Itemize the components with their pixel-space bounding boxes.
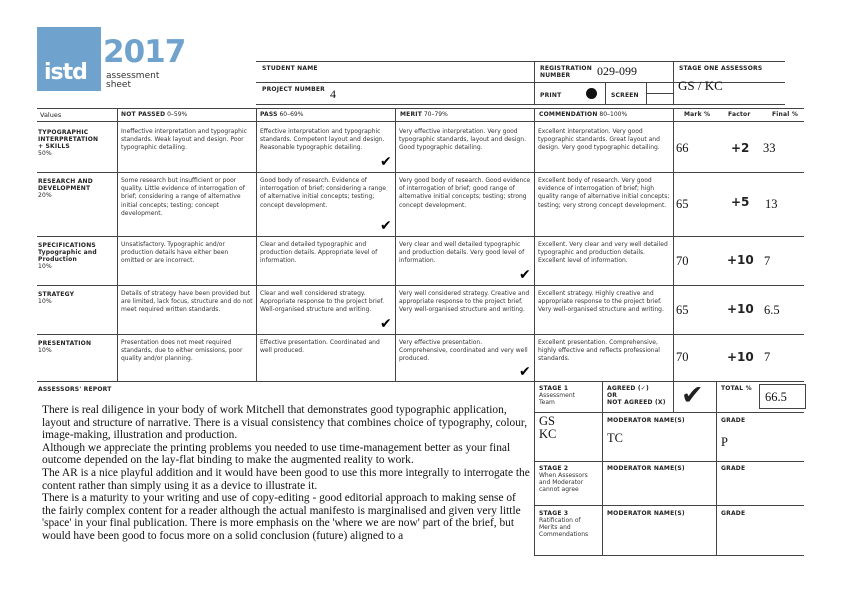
row-2-merit: Very good body of research. Good evidence of interrogation of brief; good range of alternative initial concepts; testing; strong concept development. bbox=[399, 177, 531, 209]
col-pass-label: PASS bbox=[260, 111, 278, 118]
row-sep-1 bbox=[37, 172, 804, 173]
header-divider-5 bbox=[646, 93, 673, 94]
row-sep-3 bbox=[37, 285, 804, 286]
table-vline-2 bbox=[256, 108, 257, 381]
row-4-mark: 65 bbox=[676, 303, 689, 317]
project-number-value: 4 bbox=[330, 87, 336, 101]
row-2-name bbox=[38, 178, 93, 199]
row-2-name-line1: RESEARCH AND bbox=[38, 178, 93, 185]
col-values: Values bbox=[40, 111, 62, 119]
assessors-report-text bbox=[42, 404, 532, 543]
row-1-merit: Very effective interpretation. Very good typographic standards, layout and design. Good typographic detailing. bbox=[399, 128, 527, 152]
grade-label-2: GRADE bbox=[721, 465, 746, 472]
not-agreed-label: NOT AGREED (X) bbox=[607, 399, 666, 406]
row-3-tick-merit: ✔ bbox=[519, 267, 531, 283]
row-1-pass: Effective interpretation and typographic standards. Competent layout and design. Reasonable typographic detailing. bbox=[260, 128, 385, 152]
row-1-tick-pass: ✔ bbox=[380, 154, 392, 170]
assessors-report-label: ASSESSORS' REPORT bbox=[38, 386, 112, 393]
table-vline-4 bbox=[534, 108, 535, 381]
stages-line-3 bbox=[534, 505, 804, 506]
row-2-not-passed: Some research but insufficient or poor quality. Little evidence of interrogation of brief; considering a range of alternative initial concepts; testing; concept development. bbox=[121, 177, 245, 217]
column-header-bottom-line bbox=[37, 121, 804, 122]
registration-label-line2: NUMBER bbox=[540, 72, 571, 79]
row-3-final: 7 bbox=[764, 254, 771, 268]
row-2-mark: 65 bbox=[676, 197, 689, 211]
row-1-factor: +2 bbox=[731, 141, 750, 155]
stage1-header bbox=[539, 385, 575, 406]
agreed-label: AGREED (✓) bbox=[607, 385, 649, 392]
row-4-tick-pass: ✔ bbox=[380, 316, 392, 332]
row-3-pass: Clear and detailed typographic and production details. Appropriate level of information. bbox=[260, 241, 378, 265]
row-4-merit: Very well considered strategy. Creative and appropriate response to the project brief. Very well-organised structure and writing. bbox=[399, 290, 530, 314]
logo-year: 2017 bbox=[103, 34, 186, 70]
report-paragraph-1: There is real diligence in your body of work Mitchell that demonstrates good typographic application, layout and structure of narrative. There is a visual consistency that combines choice of typography, colour, image-making, illustration and production. bbox=[42, 404, 528, 442]
registration-label bbox=[540, 65, 592, 79]
agreed-tick: ✔ bbox=[681, 380, 704, 411]
header-divider-2 bbox=[673, 61, 674, 104]
col-merit-range: 70–79% bbox=[423, 111, 448, 118]
row-3-commendation: Excellent. Very clear and very well detailed typographic and production details. Excellent level of information. bbox=[538, 241, 668, 265]
registration-label-line1: REGISTRATION bbox=[540, 65, 592, 72]
col-commendation-label: COMMENDATION bbox=[539, 111, 598, 118]
row-5-merit: Very effective presentation. Comprehensive, coordinated and very well produced. bbox=[399, 339, 528, 363]
stage1-sub2: Team bbox=[539, 399, 555, 406]
row-2-final: 13 bbox=[765, 197, 778, 211]
row-5-tick-merit: ✔ bbox=[519, 364, 531, 380]
stage2-sub3: cannot agree bbox=[539, 486, 579, 493]
col-mark: Mark % bbox=[684, 111, 711, 118]
stage1-assessors bbox=[539, 415, 556, 441]
grade-label-3: GRADE bbox=[721, 510, 746, 517]
logo-subtitle-line2: sheet bbox=[106, 80, 131, 90]
row-4-name bbox=[38, 291, 74, 305]
row-2-tick-pass: ✔ bbox=[380, 218, 392, 234]
stages-divider-2 bbox=[716, 412, 717, 555]
col-factor: Factor bbox=[728, 111, 751, 118]
col-not-passed-range: 0–59% bbox=[167, 111, 188, 118]
col-pass-range: 60–69% bbox=[279, 111, 304, 118]
table-vline-3 bbox=[395, 108, 396, 381]
screen-label: SCREEN bbox=[611, 92, 639, 99]
row-3-factor: +10 bbox=[727, 253, 754, 267]
row-4-weight: 10% bbox=[38, 298, 52, 305]
stage3-sub3: Commendations bbox=[539, 531, 589, 538]
logo-subtitle bbox=[106, 72, 159, 90]
stage1-assessor-2: KC bbox=[539, 427, 557, 441]
col-not-passed bbox=[121, 111, 187, 118]
header-divider-3 bbox=[605, 82, 606, 104]
stages-line-2 bbox=[534, 461, 804, 462]
col-not-passed-label: NOT PASSED bbox=[121, 111, 166, 118]
row-1-weight: 50% bbox=[38, 150, 52, 157]
logo-subtitle-line1: assessment bbox=[106, 71, 160, 81]
row-3-name bbox=[38, 242, 97, 270]
stage3-title: STAGE 3 bbox=[539, 510, 569, 517]
table-vline-5 bbox=[673, 108, 674, 381]
row-3-weight: 10% bbox=[38, 263, 52, 270]
row-5-commendation: Excellent presentation. Comprehensive, highly effective and reflects professional standards. bbox=[538, 339, 660, 363]
row-3-name-line1: SPECIFICATIONS bbox=[38, 242, 96, 249]
print-selected-dot bbox=[586, 88, 597, 99]
row-5-final: 7 bbox=[764, 350, 771, 364]
row-2-factor: +5 bbox=[731, 195, 750, 209]
row-5-pass: Effective presentation. Coordinated and well produced. bbox=[260, 339, 380, 355]
stage1-title: STAGE 1 bbox=[539, 385, 569, 392]
col-commendation-range: 80–100% bbox=[599, 111, 628, 118]
row-3-name-line2: Typographic and bbox=[38, 249, 97, 256]
stages-line-1 bbox=[534, 412, 804, 413]
total-value: 66.5 bbox=[765, 390, 787, 404]
row-1-not-passed: Ineffective interpretation and typographic standards. Weak layout and design. Poor typographic detailing. bbox=[121, 128, 247, 152]
stages-divider-3 bbox=[673, 381, 674, 412]
row-4-not-passed: Details of strategy have been provided but are limited, lack focus, structure and do not meet required written standards. bbox=[121, 290, 253, 314]
stage-one-assessors-value: GS / KC bbox=[678, 78, 723, 93]
header-divider-1 bbox=[534, 61, 535, 104]
row-5-weight: 10% bbox=[38, 347, 52, 354]
report-paragraph-2: Although we appreciate the printing problems you needed to use time-management better as your final outcome depended on the lay-flat binding to make the augmented reality to work. bbox=[42, 441, 511, 467]
stage3-sub2: Merits and bbox=[539, 524, 571, 531]
row-4-name-line1: STRATEGY bbox=[38, 291, 75, 298]
row-4-commendation: Excellent strategy. Highly creative and appropriate response to the project brief. Very well-organised structure and writing. bbox=[538, 290, 664, 314]
logo-word: istd bbox=[44, 60, 87, 85]
row-2-commendation: Excellent body of research. Very good evidence of interrogation of brief; high quality range of alternative initial concepts; testing; very strong concept development. bbox=[538, 177, 670, 209]
row-2-weight: 20% bbox=[38, 192, 52, 199]
stage2-sub2: and Moderator bbox=[539, 479, 584, 486]
report-paragraph-3: The AR is a nice playful addition and it would have been good to use this more integrally to interrogate the content rather than simply using it as a device to illustrate it. bbox=[42, 466, 530, 492]
stage-one-assessors-label: STAGE ONE ASSESSORS bbox=[679, 65, 763, 72]
col-merit bbox=[400, 111, 448, 118]
project-number-label: PROJECT NUMBER bbox=[262, 86, 325, 93]
stage3-sub1: Ratification of bbox=[539, 517, 581, 524]
col-final: Final % bbox=[772, 111, 799, 118]
agreed-label-block bbox=[607, 385, 666, 406]
row-3-merit: Very clear and well detailed typographic and production details. Very good level of information. bbox=[399, 241, 525, 265]
student-name-label: STUDENT NAME bbox=[262, 65, 318, 72]
grade-label-1: GRADE bbox=[721, 417, 746, 424]
stage2-header bbox=[539, 465, 588, 493]
column-header-top-line bbox=[37, 108, 804, 109]
row-5-name-line1: PRESENTATION bbox=[38, 340, 92, 347]
stages-line-4 bbox=[534, 555, 804, 556]
row-1-name bbox=[38, 129, 98, 157]
row-1-name-line3: + SKILLS bbox=[38, 143, 70, 150]
row-4-factor: +10 bbox=[727, 302, 754, 316]
col-merit-label: MERIT bbox=[400, 111, 423, 118]
moderator-value-1: TC bbox=[607, 431, 623, 445]
grade-value-1: P bbox=[721, 435, 728, 449]
header-bottom-line bbox=[256, 104, 785, 105]
row-1-name-line2: INTERPRETATION bbox=[38, 136, 99, 143]
stages-left-border bbox=[534, 381, 535, 555]
row-2-name-line2: DEVELOPMENT bbox=[38, 185, 91, 192]
row-4-pass: Clear and well considered strategy. Appropriate response to the project brief. Well-organised structure and writing. bbox=[260, 290, 385, 314]
stage2-title: STAGE 2 bbox=[539, 465, 569, 472]
row-3-name-line3: Production bbox=[38, 256, 77, 263]
moderator-label-3: MODERATOR NAME(S) bbox=[607, 510, 685, 517]
col-pass bbox=[260, 111, 303, 118]
stage2-sub1: When Assessors bbox=[539, 472, 588, 479]
row-2-pass: Good body of research. Evidence of interrogation of brief; considering a range of alternative initial concepts; testing; concept development. bbox=[260, 177, 386, 209]
row-5-mark: 70 bbox=[676, 350, 689, 364]
registration-value: 029-099 bbox=[597, 64, 637, 78]
row-5-name bbox=[38, 340, 91, 354]
report-paragraph-4: There is a maturity to your writing and use of copy-editing - good editorial approach to making sense of the fairly complex content for a reader although the actual manifesto is marginalised and given very little 'space' in your final publication. There is more emphasis on the 'where we are now' part of the brief, but would have been good to focus more on a solid conclusion (future) aligned to a bbox=[42, 492, 521, 542]
row-1-name-line1: TYPOGRAPHIC bbox=[38, 129, 89, 136]
row-1-commendation: Excellent interpretation. Very good typographic standards. Great layout and design. Very good typographic detailing. bbox=[538, 128, 660, 152]
row-3-mark: 70 bbox=[676, 254, 689, 268]
print-label: PRINT bbox=[540, 92, 562, 99]
stages-divider-4 bbox=[716, 381, 717, 412]
stage1-sub1: Assessment bbox=[539, 392, 575, 399]
row-5-not-passed: Presentation does not meet required standards, due to either omissions, poor quality and/or planning. bbox=[121, 339, 243, 363]
total-label: TOTAL % bbox=[721, 385, 752, 392]
table-vline-1 bbox=[117, 108, 118, 381]
row-sep-2 bbox=[37, 236, 804, 237]
row-sep-4 bbox=[37, 334, 804, 335]
col-commendation bbox=[539, 111, 627, 118]
row-1-mark: 66 bbox=[676, 141, 689, 155]
stages-divider-1 bbox=[602, 381, 603, 555]
header-top-line bbox=[256, 61, 785, 62]
row-5-factor: +10 bbox=[727, 350, 754, 364]
stage3-header bbox=[539, 510, 588, 538]
row-3-not-passed: Unsatisfactory. Typographic and/or production details have either been omitted or are incorrect. bbox=[121, 241, 229, 265]
row-4-final: 6.5 bbox=[764, 303, 780, 317]
moderator-label-1: MODERATOR NAME(S) bbox=[607, 417, 685, 424]
moderator-label-2: MODERATOR NAME(S) bbox=[607, 465, 685, 472]
or-label: OR bbox=[607, 392, 618, 399]
row-1-final: 33 bbox=[763, 141, 776, 155]
stage1-assessor-1: GS bbox=[539, 414, 555, 428]
